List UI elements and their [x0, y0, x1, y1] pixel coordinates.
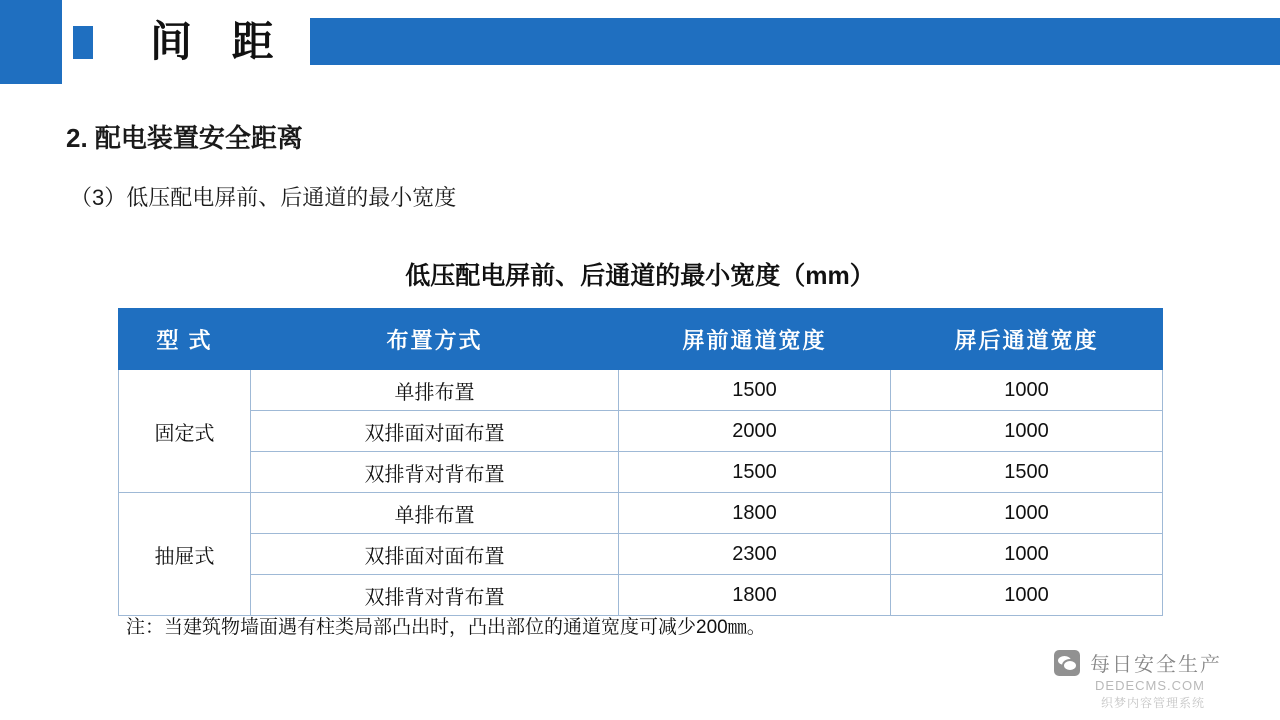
row-layout-cell: 单排布置: [251, 493, 619, 534]
table-row: [119, 370, 1163, 411]
watermark-cn: 织梦内容管理系统: [1100, 696, 1205, 710]
table-header-row: [119, 309, 1163, 370]
table-header-cell: 屏前通道宽度: [619, 309, 891, 370]
row-front-cell: 2300: [619, 534, 891, 575]
table-row: [119, 575, 1163, 616]
table-note: 注：当建筑物墙面遇有柱类局部凸出时，凸出部位的通道宽度可减少200㎜。: [126, 617, 766, 638]
table-row: [119, 452, 1163, 493]
row-front-cell: 1500: [619, 370, 891, 411]
row-layout-cell: 双排背对背布置: [251, 575, 619, 616]
row-layout-cell: 双排面对面布置: [251, 534, 619, 575]
section-heading: 2. 配电装置安全距离: [66, 123, 303, 153]
row-rear-cell: 1000: [891, 370, 1163, 411]
table-container: [118, 308, 1162, 616]
clearance-width-table: [118, 308, 1163, 616]
table-row: [119, 534, 1163, 575]
header-right-bar: [310, 18, 1280, 65]
wechat-account-mark: [1054, 648, 1222, 677]
section-subheading: （3）低压配电屏前、后通道的最小宽度: [70, 185, 457, 210]
row-layout-cell: 单排布置: [251, 370, 619, 411]
table-row: [119, 493, 1163, 534]
row-layout-cell: 双排面对面布置: [251, 411, 619, 452]
row-rear-cell: 1000: [891, 493, 1163, 534]
header-left-block: [0, 0, 62, 84]
row-rear-cell: 1000: [891, 534, 1163, 575]
slide-header: [0, 0, 1280, 84]
row-type-cell: 固定式: [119, 370, 251, 493]
wechat-account-name: 每日安全生产: [1090, 654, 1222, 676]
row-type-cell: 抽屉式: [119, 493, 251, 616]
header-white-gap: [62, 0, 73, 84]
watermark-latin: DEDECMS.COM: [1095, 678, 1205, 693]
row-front-cell: 1500: [619, 452, 891, 493]
row-front-cell: 1800: [619, 493, 891, 534]
table-row: [119, 411, 1163, 452]
table-header-cell: 布置方式: [251, 309, 619, 370]
row-rear-cell: 1000: [891, 411, 1163, 452]
wechat-icon: [1054, 650, 1080, 676]
table-header-cell: 屏后通道宽度: [891, 309, 1163, 370]
page-title: 间 距: [150, 18, 288, 65]
header-accent-tick: [73, 26, 93, 59]
table-caption: 低压配电屏前、后通道的最小宽度（mm）: [405, 262, 875, 290]
table-header-cell: 型 式: [119, 309, 251, 370]
row-rear-cell: 1500: [891, 452, 1163, 493]
row-rear-cell: 1000: [891, 575, 1163, 616]
row-front-cell: 1800: [619, 575, 891, 616]
row-layout-cell: 双排背对背布置: [251, 452, 619, 493]
row-front-cell: 2000: [619, 411, 891, 452]
